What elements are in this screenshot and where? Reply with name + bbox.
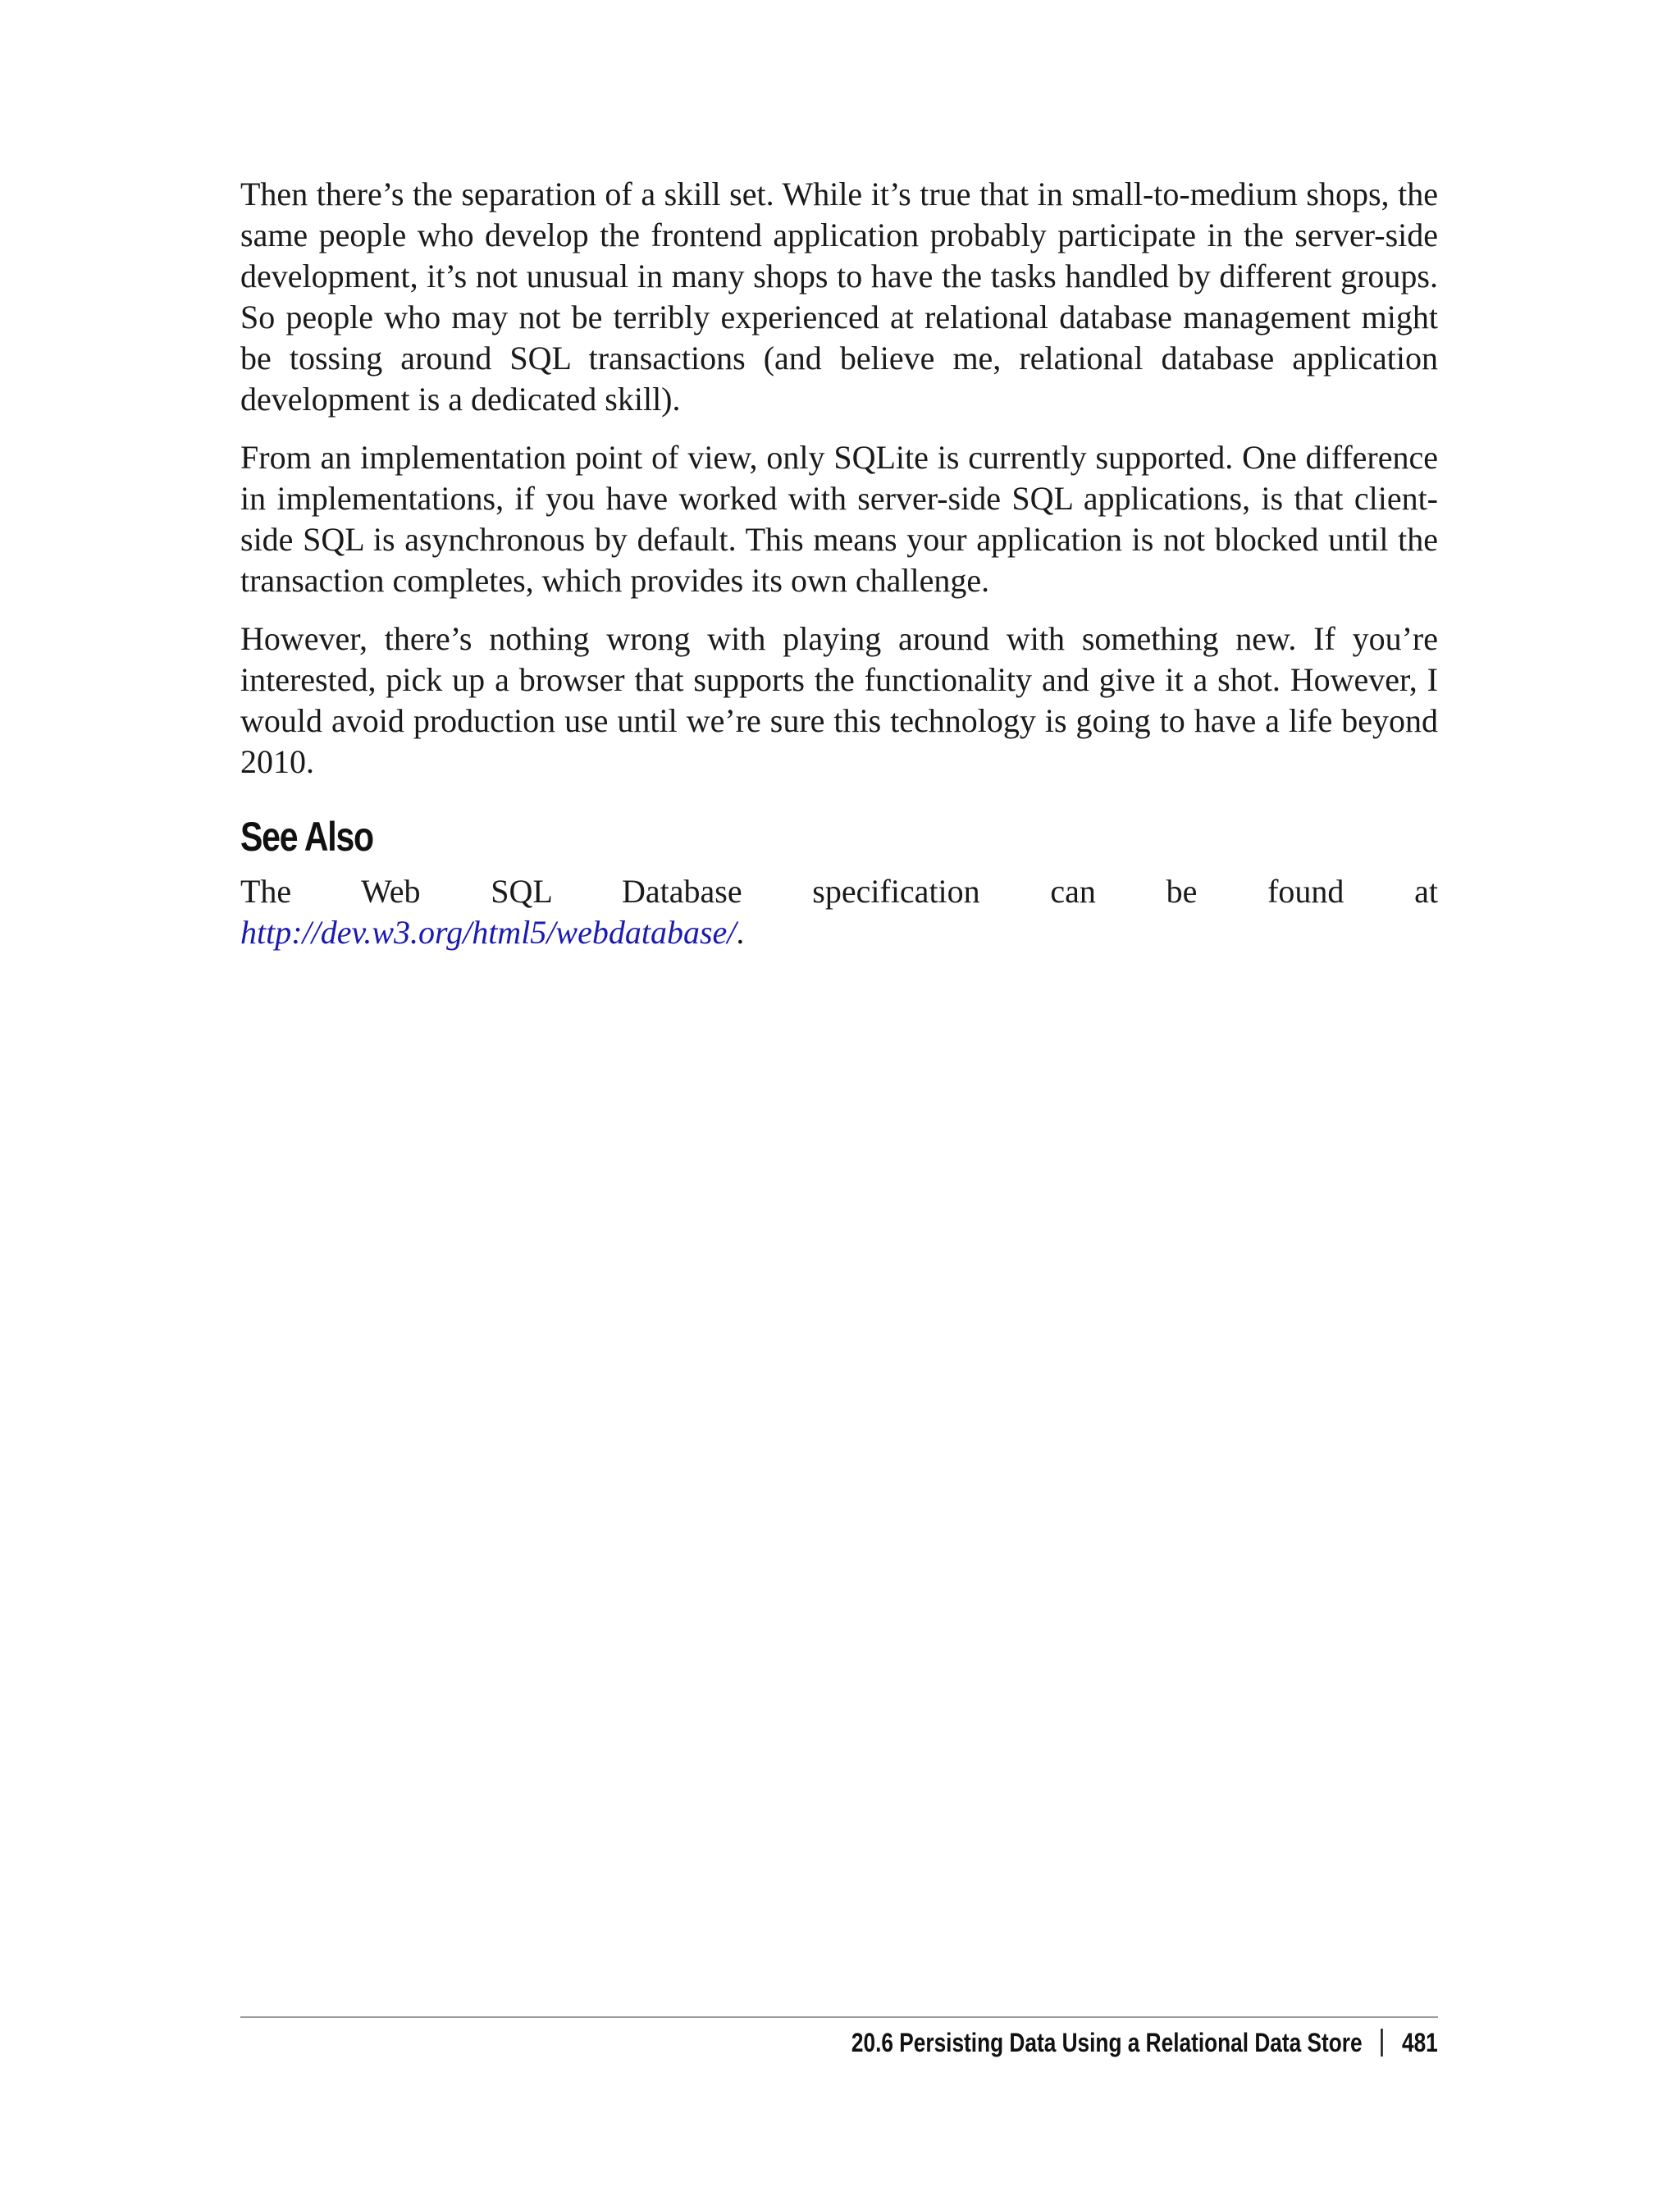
footer-separator [1381, 2029, 1383, 2057]
body-text [240, 174, 1438, 970]
see-also-text: The Web SQL Database specification can be found at [240, 873, 1438, 910]
see-also-period: . [736, 914, 745, 951]
paragraph-skill-set: Then there’s the separation of a skill set. While it’s true that in small-to-medium shops, the same people who develop the frontend application probably participate in the server-side development, it’s not unusual in many shops to have the tasks handled by different groups. So people who may not be terribly experienced at relational database management might be tossing around SQL transactions (and believe me, relational database application development is a dedicated skill). [240, 176, 1438, 418]
paragraph-see-also [240, 871, 1438, 953]
spec-link[interactable]: http://dev.w3.org/html5/webdatabase/ [240, 914, 737, 951]
paragraph-implementation: From an implementation point of view, only SQLite is currently supported. One difference in implementations, if you have worked with server-side SQL applications, is that client-side SQL is asynchronous by default. This means your application is not blocked until the transaction completes, which provides its own challenge. [240, 439, 1438, 599]
footer-divider [240, 2016, 1438, 2018]
running-footer [851, 2026, 1438, 2059]
paragraph-playing-around: However, there’s nothing wrong with playing around with something new. If you’re interested, pick up a browser that supports the functionality and give it a shot. However, I would avoid production use until we’re sure this technology is going to have a life beyond 2010. [240, 620, 1438, 780]
page-number: 481 [1402, 2028, 1438, 2057]
footer-section-title: 20.6 Persisting Data Using a Relational Data Store [851, 2028, 1363, 2057]
section-heading-see-also: See Also [240, 814, 373, 860]
